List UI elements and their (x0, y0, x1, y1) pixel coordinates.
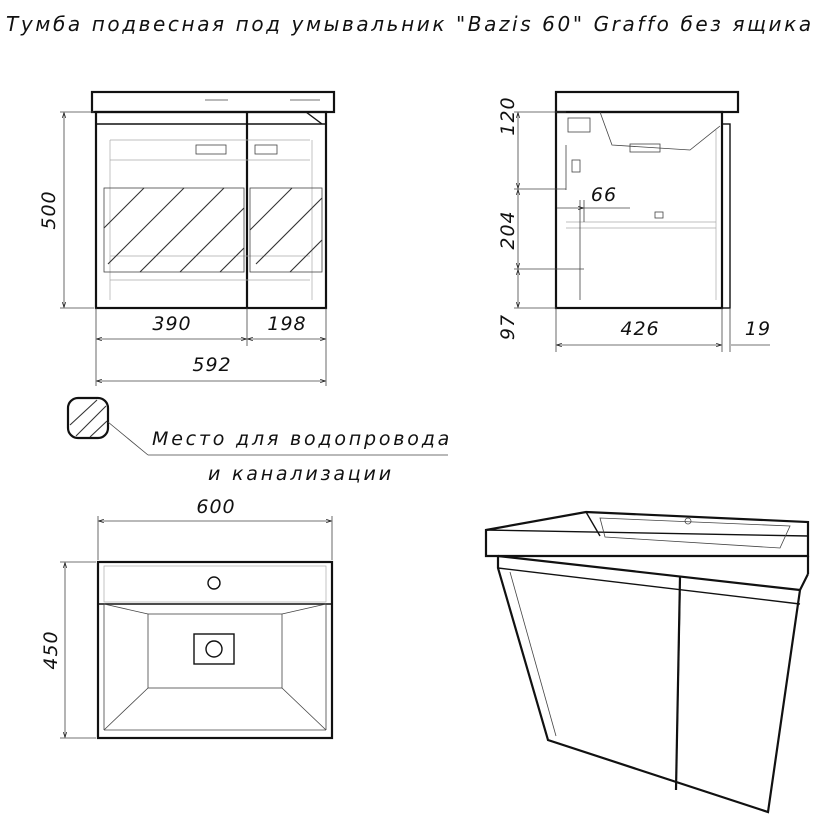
legend-line-1: Место для водопровода (152, 428, 453, 450)
dim-side-middle: 204 (497, 210, 519, 250)
front-view (38, 92, 334, 386)
drawing-title: Тумба подвесная под умывальник "Bazis 60" Graffo без ящика (6, 12, 814, 36)
dim-front-width: 592 (192, 354, 232, 376)
dim-door-left: 390 (152, 313, 192, 335)
dim-side-depth: 426 (620, 318, 660, 340)
dim-side-offset: 66 (590, 184, 618, 206)
top-view (40, 496, 332, 738)
isometric-view (486, 512, 808, 812)
plumbing-legend (68, 398, 452, 485)
drain-box (194, 634, 234, 664)
faucet-hole (208, 577, 220, 589)
dim-top-width: 600 (196, 496, 236, 518)
side-door-edge (722, 124, 730, 308)
iso-cabinet-body (498, 556, 800, 812)
dim-side-top: 120 (497, 96, 519, 136)
legend-line-2: и канализации (208, 463, 394, 485)
side-countertop (556, 92, 738, 112)
drain-hole (206, 641, 222, 657)
legend-hatch-symbol (68, 398, 108, 438)
dim-front-height: 500 (38, 190, 60, 230)
dim-top-depth: 450 (40, 630, 62, 670)
plumbing-zone-hatch (104, 188, 322, 272)
side-cabinet-body (556, 112, 722, 308)
dim-door-right: 198 (267, 313, 307, 335)
iso-countertop (486, 512, 808, 556)
front-cabinet-body (96, 112, 326, 308)
side-view (497, 92, 771, 352)
dim-side-bottom: 97 (497, 313, 519, 341)
front-countertop (92, 92, 334, 112)
dim-side-door: 19 (744, 318, 772, 340)
